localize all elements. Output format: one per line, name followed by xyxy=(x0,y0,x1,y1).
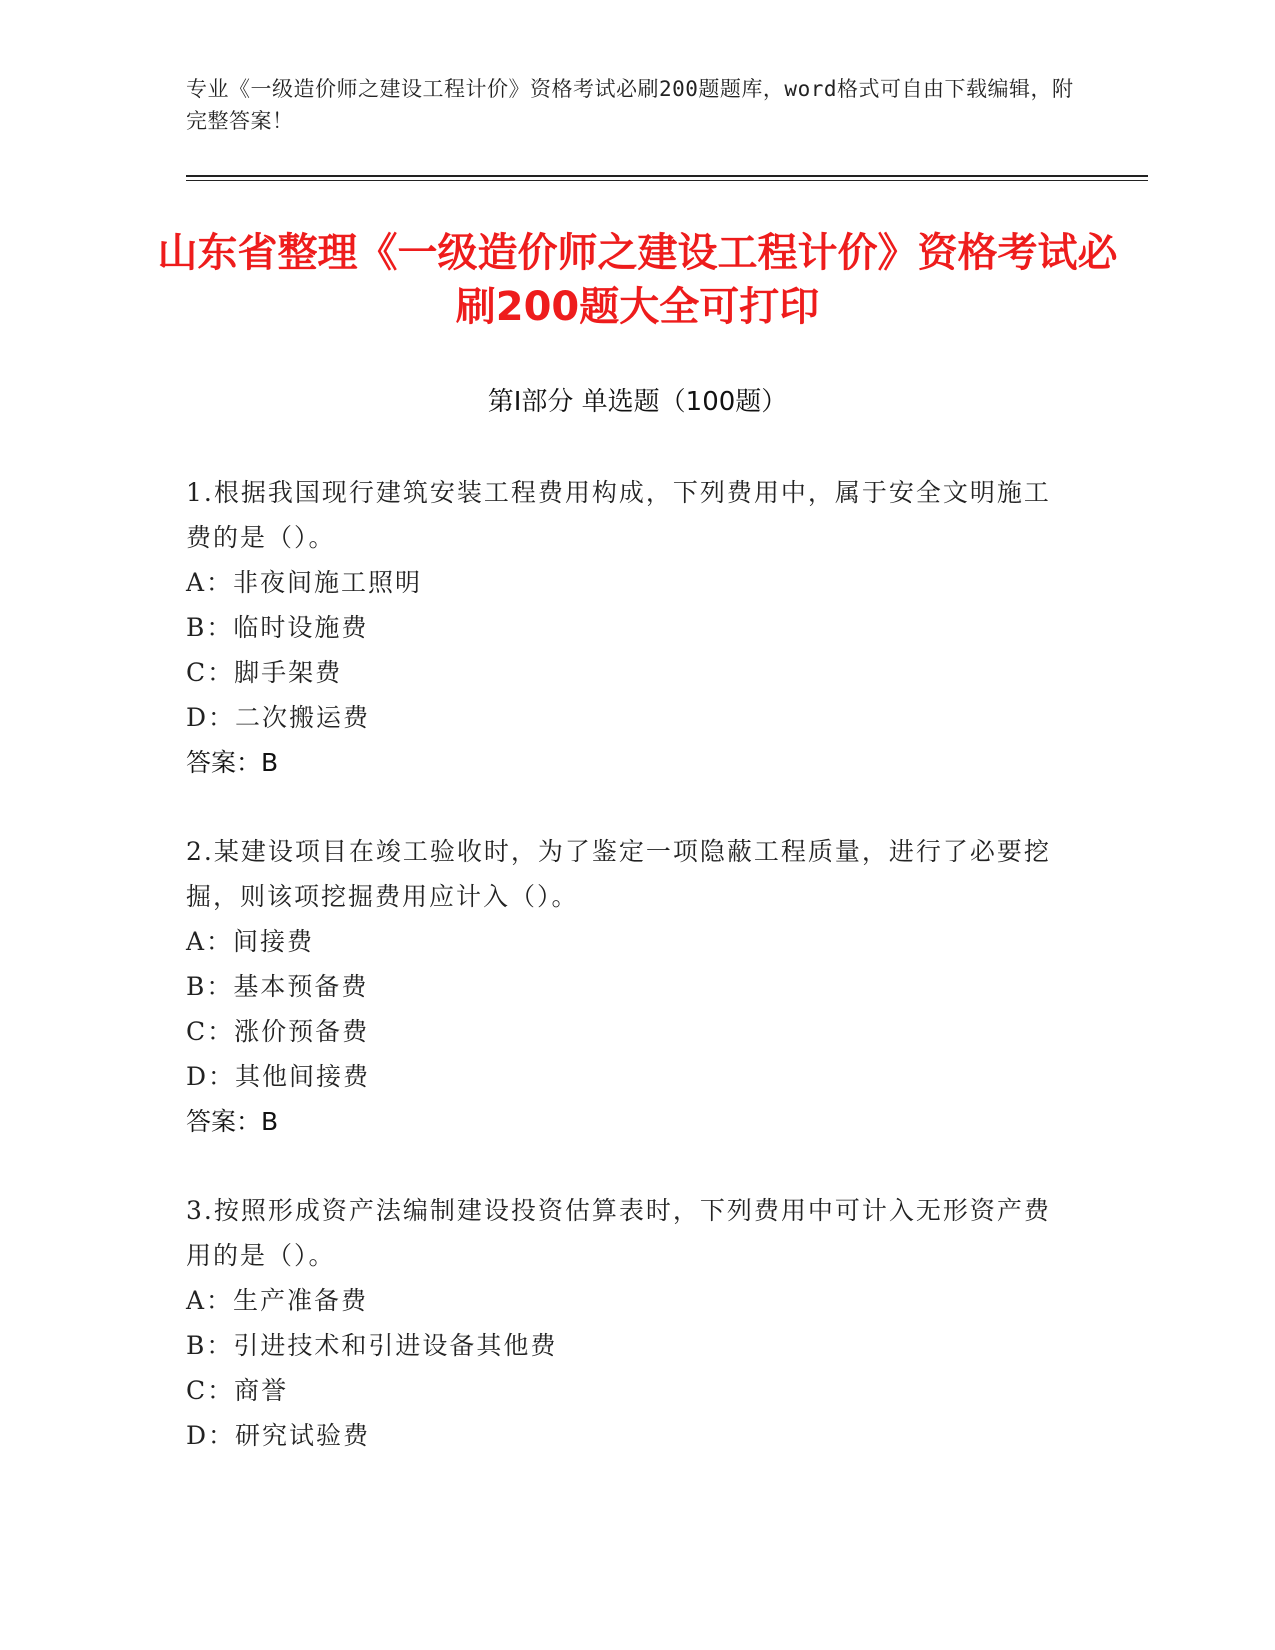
option-d: D：二次搬运费 xyxy=(186,703,371,732)
question-1 xyxy=(186,470,1066,785)
option-a: A：生产准备费 xyxy=(186,1286,369,1315)
question-list xyxy=(186,470,1066,1502)
option-b: B：临时设施费 xyxy=(186,613,369,642)
question-2 xyxy=(186,829,1066,1144)
document-title: 山东省整理《一级造价师之建设工程计价》资格考试必刷200题大全可打印 xyxy=(157,230,1118,330)
option-b: B：引进技术和引进设备其他费 xyxy=(186,1331,558,1360)
header-divider-thick xyxy=(186,175,1148,177)
option-d: D：其他间接费 xyxy=(186,1062,371,1091)
option-a: A：非夜间施工照明 xyxy=(186,568,423,597)
header-divider-thin xyxy=(186,180,1148,181)
option-d: D：研究试验费 xyxy=(186,1421,371,1450)
header-note: 专业《一级造价师之建设工程计价》资格考试必刷200题题库，word格式可自由下载编辑，附完整答案！ xyxy=(186,77,1074,133)
answer-line: 答案：B xyxy=(186,748,279,777)
answer-line: 答案：B xyxy=(186,1107,279,1136)
option-c: C：涨价预备费 xyxy=(186,1017,370,1046)
question-stem: 2.某建设项目在竣工验收时，为了鉴定一项隐蔽工程质量，进行了必要挖掘，则该项挖掘费用应计入（）。 xyxy=(186,837,1051,911)
option-b: B：基本预备费 xyxy=(186,972,369,1001)
question-3 xyxy=(186,1188,1066,1458)
section-heading: 第Ⅰ部分 单选题（100题） xyxy=(487,387,788,417)
question-stem: 1.根据我国现行建筑安装工程费用构成，下列费用中，属于安全文明施工费的是（）。 xyxy=(186,478,1051,552)
question-stem: 3.按照形成资产法编制建设投资估算表时，下列费用中可计入无形资产费用的是（）。 xyxy=(186,1196,1051,1270)
option-c: C：商誉 xyxy=(186,1376,289,1405)
option-c: C：脚手架费 xyxy=(186,658,343,687)
option-a: A：间接费 xyxy=(186,927,315,956)
